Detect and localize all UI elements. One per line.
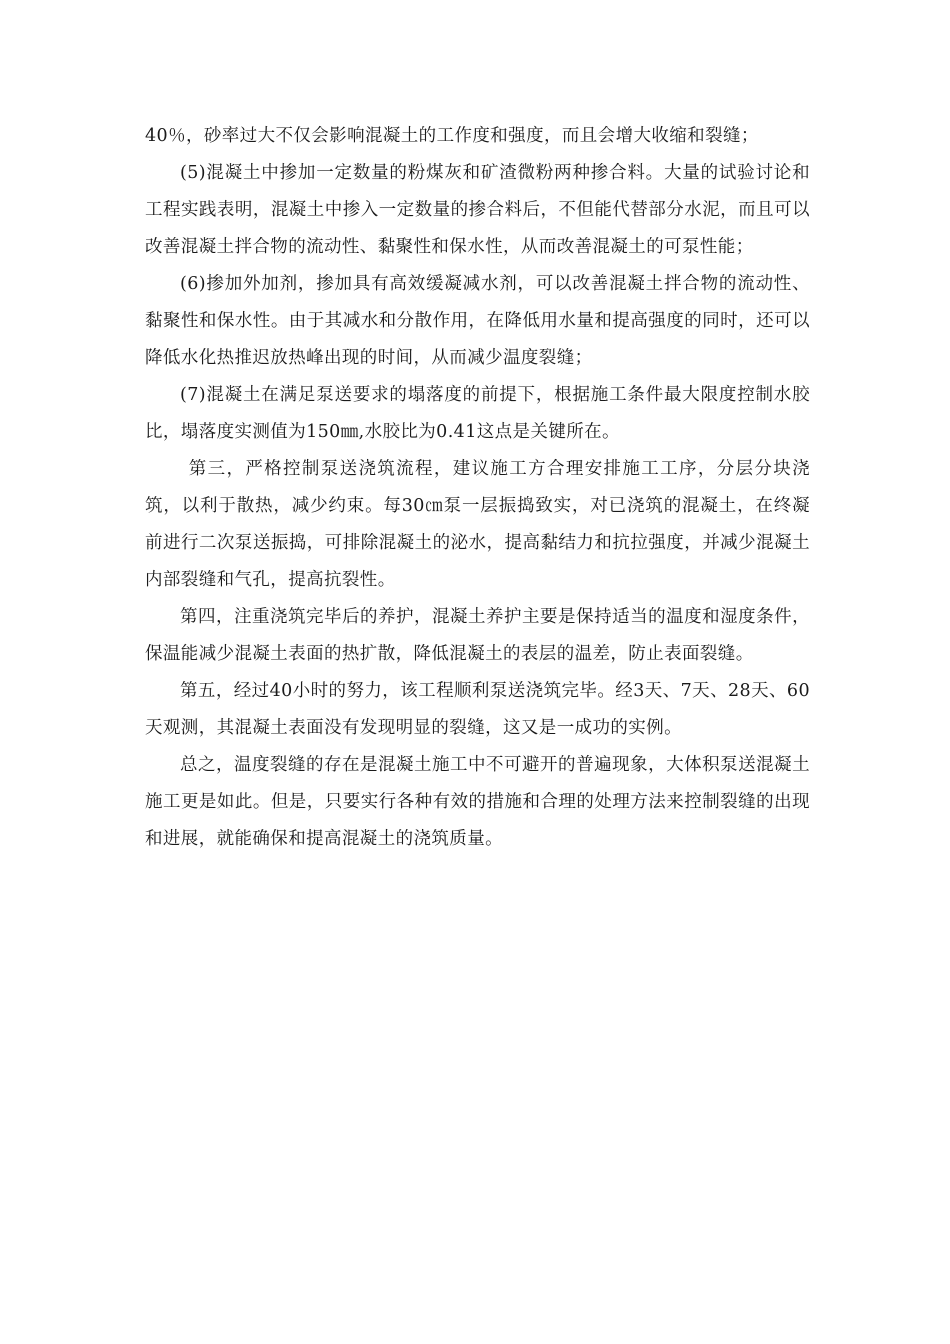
document-body: [145, 118, 810, 858]
paragraph-third: 第三，严格控制泵送浇筑流程，建议施工方合理安排施工工序，分层分块浇筑，以利于散热，减少约束。每30㎝泵一层振捣致实，对已浇筑的混凝土，在终凝前进行二次泵送振捣，可排除混凝土的泌水，提高黏结力和抗拉强度，并减少混凝土内部裂缝和气孔，提高抗裂性。: [145, 459, 810, 590]
paragraph-continuation: 40％，砂率过大不仅会影响混凝土的工作度和强度，而且会增大收缩和裂缝；: [145, 126, 759, 146]
paragraph-fifth: 第五，经过40小时的努力，该工程顺利泵送浇筑完毕。经3天、7天、28天、60天观测，其混凝土表面没有发现明显的裂缝，这又是一成功的实例。: [145, 681, 810, 738]
paragraph-conclusion: 总之，温度裂缝的存在是混凝土施工中不可避开的普遍现象，大体积泵送混凝土施工更是如此。但是，只要实行各种有效的措施和合理的处理方法来控制裂缝的出现和进展，就能确保和提高混凝土的浇筑质量。: [145, 755, 810, 849]
paragraph-fourth: 第四，注重浇筑完毕后的养护，混凝土养护主要是保持适当的温度和湿度条件，保温能减少混凝土表面的热扩散，降低混凝土的表层的温差，防止表面裂缝。: [145, 607, 810, 664]
paragraph-item-6: (6)掺加外加剂，掺加具有高效缓凝减水剂，可以改善混凝土拌合物的流动性、黏聚性和保水性。由于其减水和分散作用，在降低用水量和提高强度的同时，还可以降低水化热推迟放热峰出现的时间，从而减少温度裂缝；: [145, 274, 810, 368]
paragraph-item-5: (5)混凝土中掺加一定数量的粉煤灰和矿渣微粉两种掺合料。大量的试验讨论和工程实践表明，混凝土中掺入一定数量的掺合料后，不但能代替部分水泥，而且可以改善混凝土拌合物的流动性、黏聚性和保水性，从而改善混凝土的可泵性能；: [145, 163, 810, 257]
paragraph-item-7: (7)混凝土在满足泵送要求的塌落度的前提下，根据施工条件最大限度控制水胶比，塌落度实测值为150㎜,水胶比为0.41这点是关键所在。: [145, 385, 810, 442]
